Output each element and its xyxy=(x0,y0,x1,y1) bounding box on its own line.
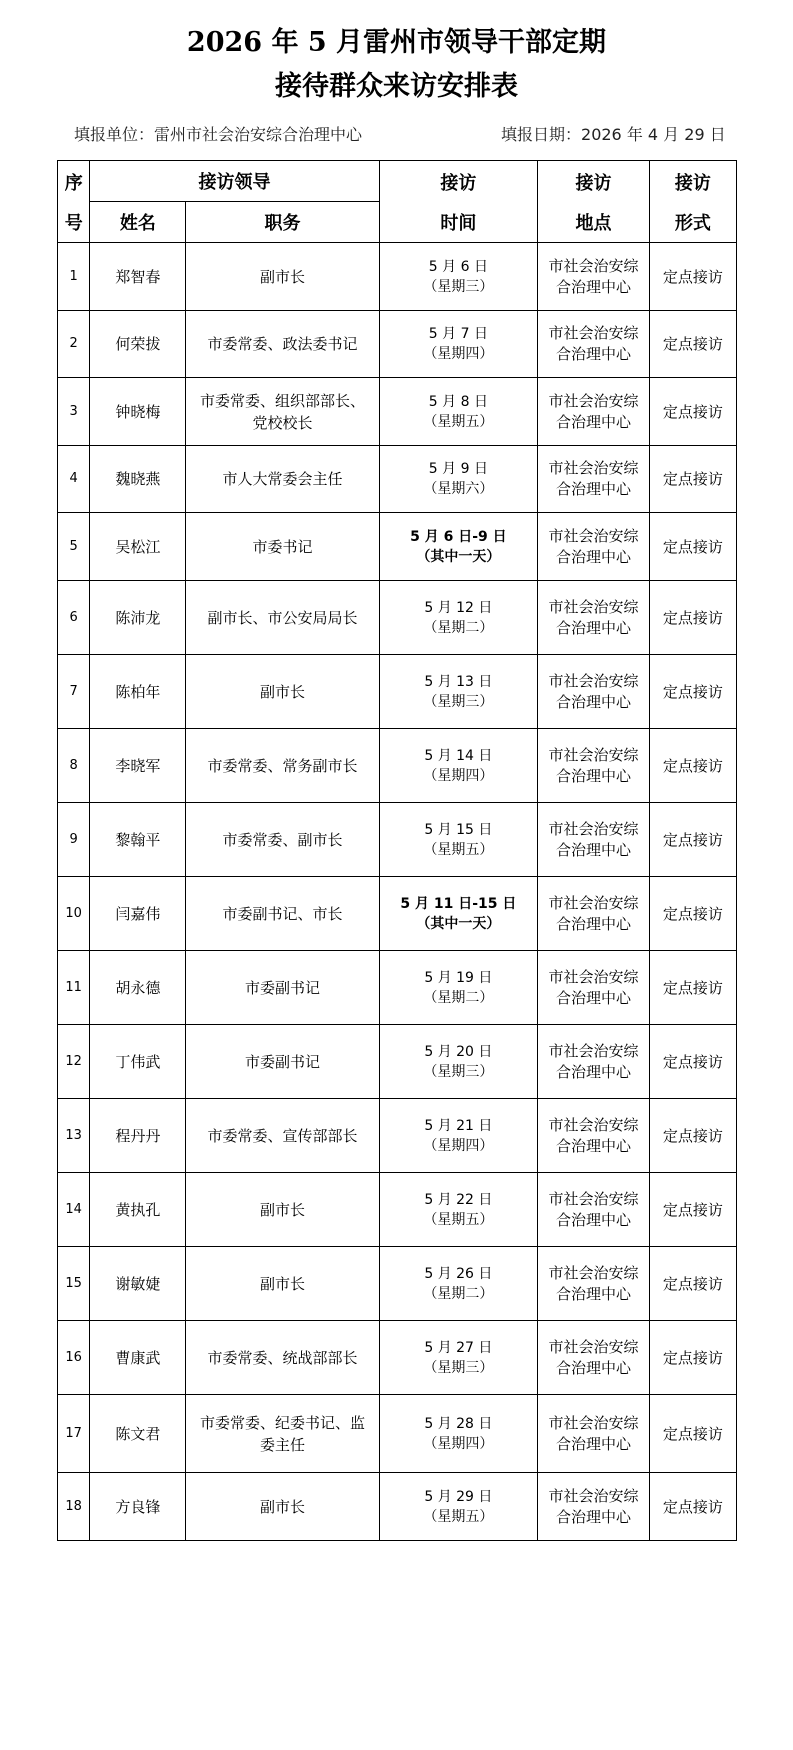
time-line: （星期四） xyxy=(423,1435,494,1452)
cell-time xyxy=(379,581,538,655)
cell-name: 程丹丹 xyxy=(90,1099,186,1173)
time-line: 5 月 26 日 xyxy=(424,1265,493,1282)
cell-place xyxy=(538,729,650,803)
cell-name: 陈文君 xyxy=(90,1395,186,1473)
place-line: 合治理中心 xyxy=(556,618,632,637)
time-line: （星期二） xyxy=(423,989,494,1006)
place-line: 合治理中心 xyxy=(556,547,632,566)
time-line: 5 月 29 日 xyxy=(424,1488,493,1505)
cell-place xyxy=(538,1173,650,1247)
header-position: 职务 xyxy=(186,202,379,243)
cell-form: 定点接访 xyxy=(649,951,736,1025)
position-line: 党校校长 xyxy=(252,413,313,432)
cell-time xyxy=(379,655,538,729)
cell-time xyxy=(379,1395,538,1473)
cell-form: 定点接访 xyxy=(649,311,736,378)
cell-time xyxy=(379,378,538,446)
place-line: 市社会治安综 xyxy=(548,391,639,410)
reception-schedule-table xyxy=(57,160,737,1541)
time-line: （星期五） xyxy=(423,841,494,858)
position-line: 市委常委、纪委书记、监 xyxy=(199,1413,365,1432)
header-form-bottom: 形式 xyxy=(674,212,711,234)
cell-position xyxy=(186,446,379,513)
table-row xyxy=(58,446,737,513)
cell-form: 定点接访 xyxy=(649,1099,736,1173)
cell-name: 陈沛龙 xyxy=(90,581,186,655)
cell-form: 定点接访 xyxy=(649,378,736,446)
cell-seq: 3 xyxy=(58,378,90,446)
cell-seq: 9 xyxy=(58,803,90,877)
place-line: 市社会治安综 xyxy=(548,745,639,764)
time-line: 5 月 14 日 xyxy=(424,747,493,764)
place-line: 合治理中心 xyxy=(556,1507,632,1526)
reporting-unit-value: 雷州市社会治安综合治理中心 xyxy=(154,125,363,144)
cell-position xyxy=(186,1473,379,1541)
position-line: 市委常委、组织部部长、 xyxy=(199,391,365,410)
cell-place xyxy=(538,513,650,581)
time-line: 5 月 13 日 xyxy=(424,673,493,690)
place-line: 市社会治安综 xyxy=(548,671,639,690)
cell-seq: 14 xyxy=(58,1173,90,1247)
table-row xyxy=(58,243,737,311)
place-line: 合治理中心 xyxy=(556,988,632,1007)
cell-name: 魏晓燕 xyxy=(90,446,186,513)
place-line: 合治理中心 xyxy=(556,345,632,363)
cell-place xyxy=(538,1099,650,1173)
time-line: （星期三） xyxy=(423,1359,494,1376)
cell-time xyxy=(379,1025,538,1099)
cell-seq: 17 xyxy=(58,1395,90,1473)
place-line: 市社会治安综 xyxy=(548,1413,639,1432)
time-line: （星期三） xyxy=(423,278,494,295)
time-line: 5 月 27 日 xyxy=(424,1339,493,1356)
place-line: 市社会治安综 xyxy=(548,324,639,342)
place-line: 合治理中心 xyxy=(556,840,632,859)
cell-position xyxy=(186,243,379,311)
header-time xyxy=(379,161,538,243)
cell-position xyxy=(186,513,379,581)
cell-name: 丁伟武 xyxy=(90,1025,186,1099)
place-line: 市社会治安综 xyxy=(548,1115,639,1134)
header-place xyxy=(538,161,650,243)
table-row xyxy=(58,803,737,877)
place-line: 合治理中心 xyxy=(556,1434,632,1453)
header-place-bottom: 地点 xyxy=(575,212,612,234)
position-line: 副市长 xyxy=(259,1274,305,1293)
cell-seq: 5 xyxy=(58,513,90,581)
cell-form: 定点接访 xyxy=(649,877,736,951)
time-line: 5 月 9 日 xyxy=(428,461,488,477)
time-line: 5 月 22 日 xyxy=(424,1191,493,1208)
cell-time xyxy=(379,1173,538,1247)
table-row xyxy=(58,378,737,446)
cell-seq: 11 xyxy=(58,951,90,1025)
time-line: 5 月 28 日 xyxy=(424,1415,493,1432)
table-row xyxy=(58,1395,737,1473)
cell-position xyxy=(186,1395,379,1473)
time-line: 5 月 8 日 xyxy=(428,393,488,410)
cell-form: 定点接访 xyxy=(649,1173,736,1247)
cell-name: 黄执孔 xyxy=(90,1173,186,1247)
cell-form: 定点接访 xyxy=(649,513,736,581)
table-row xyxy=(58,1025,737,1099)
reporting-date-label: 填报日期： xyxy=(501,125,582,144)
cell-place xyxy=(538,1247,650,1321)
place-line: 市社会治安综 xyxy=(548,1263,639,1282)
cell-position xyxy=(186,803,379,877)
cell-place xyxy=(538,1473,650,1541)
time-line: 5 月 6 日 xyxy=(428,258,488,275)
cell-seq: 8 xyxy=(58,729,90,803)
cell-place xyxy=(538,446,650,513)
cell-name: 吴松江 xyxy=(90,513,186,581)
cell-seq: 2 xyxy=(58,311,90,378)
position-line: 市委常委、常务副市长 xyxy=(207,756,358,775)
time-line: 5 月 19 日 xyxy=(424,969,493,986)
cell-time xyxy=(379,1321,538,1395)
position-line: 市委常委、统战部部长 xyxy=(207,1348,358,1367)
place-line: 市社会治安综 xyxy=(548,1337,639,1356)
cell-name: 陈柏年 xyxy=(90,655,186,729)
reporting-unit xyxy=(74,125,362,145)
cell-place xyxy=(538,877,650,951)
place-line: 合治理中心 xyxy=(556,1136,632,1155)
cell-position xyxy=(186,655,379,729)
cell-time xyxy=(379,803,538,877)
cell-position xyxy=(186,581,379,655)
cell-position xyxy=(186,951,379,1025)
cell-seq: 16 xyxy=(58,1321,90,1395)
position-line: 市委副书记 xyxy=(244,978,320,997)
header-seq-bottom: 号 xyxy=(64,212,83,234)
time-line: （星期五） xyxy=(423,413,494,430)
position-line: 委主任 xyxy=(259,1435,305,1454)
place-line: 合治理中心 xyxy=(556,1358,632,1377)
cell-time xyxy=(379,1099,538,1173)
cell-time xyxy=(379,1473,538,1541)
header-form xyxy=(649,161,736,243)
time-line: （星期三） xyxy=(423,1063,494,1080)
time-line: 5 月 21 日 xyxy=(424,1117,493,1134)
cell-name: 闫嘉伟 xyxy=(90,877,186,951)
cell-name: 李晓军 xyxy=(90,729,186,803)
cell-time xyxy=(379,513,538,581)
header-form-top: 接访 xyxy=(674,172,711,194)
cell-form: 定点接访 xyxy=(649,729,736,803)
cell-place xyxy=(538,803,650,877)
time-line: （其中一天） xyxy=(416,548,501,565)
cell-seq: 15 xyxy=(58,1247,90,1321)
place-line: 市社会治安综 xyxy=(548,526,639,545)
page-title-line-2: 接待群众来访安排表 xyxy=(275,71,518,102)
place-line: 市社会治安综 xyxy=(548,893,639,912)
cell-name: 胡永德 xyxy=(90,951,186,1025)
cell-name: 何荣拔 xyxy=(90,311,186,378)
table-row xyxy=(58,311,737,378)
cell-seq: 12 xyxy=(58,1025,90,1099)
cell-form: 定点接访 xyxy=(649,803,736,877)
cell-form: 定点接访 xyxy=(649,581,736,655)
place-line: 合治理中心 xyxy=(556,692,632,711)
place-line: 市社会治安综 xyxy=(548,597,639,616)
header-seq-top: 序 xyxy=(64,172,83,194)
cell-position xyxy=(186,1321,379,1395)
cell-time xyxy=(379,729,538,803)
place-line: 市社会治安综 xyxy=(548,1486,639,1505)
time-line: （星期四） xyxy=(423,767,494,784)
cell-position xyxy=(186,1173,379,1247)
table-row xyxy=(58,581,737,655)
place-line: 合治理中心 xyxy=(556,1284,632,1303)
table-row xyxy=(58,1473,737,1541)
time-line: （星期四） xyxy=(423,346,494,362)
cell-place xyxy=(538,1321,650,1395)
place-line: 合治理中心 xyxy=(556,914,632,933)
reporting-date-value: 2026 年 4 月 29 日 xyxy=(581,125,726,144)
cell-form: 定点接访 xyxy=(649,1395,736,1473)
cell-place xyxy=(538,243,650,311)
cell-name: 谢敏婕 xyxy=(90,1247,186,1321)
cell-form: 定点接访 xyxy=(649,1025,736,1099)
place-line: 市社会治安综 xyxy=(548,459,639,477)
cell-position xyxy=(186,311,379,378)
place-line: 市社会治安综 xyxy=(548,1041,639,1060)
time-line: （星期二） xyxy=(423,1285,494,1302)
position-line: 市委常委、宣传部部长 xyxy=(207,1126,358,1145)
table-row xyxy=(58,1321,737,1395)
position-line: 副市长 xyxy=(259,267,305,286)
place-line: 市社会治安综 xyxy=(548,819,639,838)
cell-form: 定点接访 xyxy=(649,1321,736,1395)
cell-position xyxy=(186,1247,379,1321)
cell-time xyxy=(379,446,538,513)
position-line: 市委副书记 xyxy=(244,1052,320,1071)
cell-place xyxy=(538,378,650,446)
position-line: 副市长 xyxy=(259,1200,305,1219)
table-row xyxy=(58,729,737,803)
place-line: 合治理中心 xyxy=(556,480,632,498)
cell-name: 曹康武 xyxy=(90,1321,186,1395)
time-line: （星期六） xyxy=(423,481,494,497)
cell-seq: 10 xyxy=(58,877,90,951)
place-line: 合治理中心 xyxy=(556,1062,632,1081)
cell-seq: 13 xyxy=(58,1099,90,1173)
cell-seq: 4 xyxy=(58,446,90,513)
cell-time xyxy=(379,243,538,311)
cell-name: 黎翰平 xyxy=(90,803,186,877)
cell-position xyxy=(186,1099,379,1173)
table-row xyxy=(58,1099,737,1173)
cell-seq: 1 xyxy=(58,243,90,311)
position-line: 市委常委、副市长 xyxy=(222,830,343,849)
header-seq xyxy=(58,161,90,243)
header-time-bottom: 时间 xyxy=(440,212,477,234)
cell-time xyxy=(379,877,538,951)
cell-place xyxy=(538,1395,650,1473)
position-line: 市委书记 xyxy=(252,537,313,556)
time-line: （星期五） xyxy=(423,1508,494,1525)
time-line: （星期四） xyxy=(423,1137,494,1154)
time-line: （星期五） xyxy=(423,1211,494,1228)
table-row xyxy=(58,877,737,951)
table-row xyxy=(58,655,737,729)
cell-place xyxy=(538,581,650,655)
cell-position xyxy=(186,378,379,446)
cell-form: 定点接访 xyxy=(649,1247,736,1321)
cell-time xyxy=(379,311,538,378)
time-line: （星期三） xyxy=(423,693,494,710)
table-row xyxy=(58,513,737,581)
cell-place xyxy=(538,655,650,729)
cell-position xyxy=(186,1025,379,1099)
time-line: 5 月 15 日 xyxy=(424,821,493,838)
cell-time xyxy=(379,951,538,1025)
cell-name: 郑智春 xyxy=(90,243,186,311)
position-line: 市委副书记、市长 xyxy=(222,904,343,923)
header-leader-group: 接访领导 xyxy=(90,161,379,202)
header-place-top: 接访 xyxy=(575,172,612,194)
position-line: 副市长 xyxy=(259,1497,305,1516)
table-body xyxy=(58,243,737,1541)
header-name: 姓名 xyxy=(90,202,186,243)
cell-place xyxy=(538,1025,650,1099)
place-line: 市社会治安综 xyxy=(548,967,639,986)
position-line: 副市长、市公安局局长 xyxy=(207,608,358,627)
cell-position xyxy=(186,729,379,803)
place-line: 合治理中心 xyxy=(556,766,632,785)
time-line: 5 月 6 日-9 日 xyxy=(410,528,507,545)
page-title-line-1: 2026 年 5 月雷州市领导干部定期 xyxy=(186,27,607,58)
cell-name: 钟晓梅 xyxy=(90,378,186,446)
position-line: 市委常委、政法委书记 xyxy=(207,335,358,353)
place-line: 合治理中心 xyxy=(556,1210,632,1229)
time-line: 5 月 20 日 xyxy=(424,1043,493,1060)
cell-form: 定点接访 xyxy=(649,446,736,513)
place-line: 合治理中心 xyxy=(556,277,632,296)
cell-seq: 6 xyxy=(58,581,90,655)
time-line: 5 月 11 日-15 日 xyxy=(400,895,517,912)
cell-form: 定点接访 xyxy=(649,243,736,311)
cell-place xyxy=(538,311,650,378)
table-row xyxy=(58,1173,737,1247)
header-time-top: 接访 xyxy=(440,172,477,194)
time-line: 5 月 12 日 xyxy=(424,599,493,616)
position-line: 市人大常委会主任 xyxy=(222,470,343,488)
cell-position xyxy=(186,877,379,951)
cell-form: 定点接访 xyxy=(649,655,736,729)
time-line: 5 月 7 日 xyxy=(428,326,488,342)
place-line: 市社会治安综 xyxy=(548,256,639,275)
time-line: （星期二） xyxy=(423,619,494,636)
time-line: （其中一天） xyxy=(416,915,501,932)
position-line: 副市长 xyxy=(259,682,305,701)
table-row xyxy=(58,1247,737,1321)
cell-form: 定点接访 xyxy=(649,1473,736,1541)
reporting-unit-label: 填报单位： xyxy=(74,125,155,144)
table-row xyxy=(58,951,737,1025)
cell-time xyxy=(379,1247,538,1321)
place-line: 合治理中心 xyxy=(556,412,632,431)
cell-place xyxy=(538,951,650,1025)
reporting-date xyxy=(501,125,726,145)
cell-seq: 7 xyxy=(58,655,90,729)
cell-name: 方良锋 xyxy=(90,1473,186,1541)
cell-seq: 18 xyxy=(58,1473,90,1541)
place-line: 市社会治安综 xyxy=(548,1189,639,1208)
